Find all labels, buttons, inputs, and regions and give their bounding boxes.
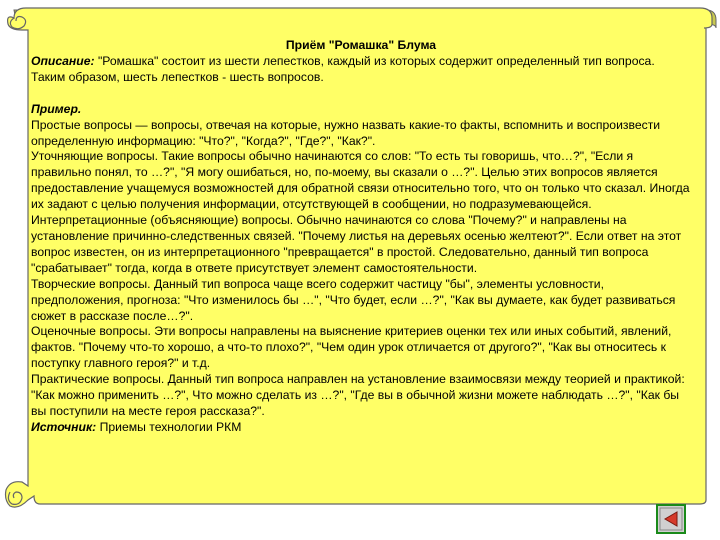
paragraph-clarifying-questions: Уточняющие вопросы. Такие вопросы обычно начинаются со слов: "То есть ты говоришь, что…?", "Если я правильно понял, то …?", "Я могу ошибаться, но, по-моему, вы сказали о …?". Целью этих вопросов является предоставление учащемуся возможностей для обратной связи относительно того, что он только что сказал. Иногда их задают с целью получения информации, отсутствующей в сообщении, но подразумевающейся.: [31, 149, 690, 212]
paragraph-simple-questions: Простые вопросы — вопросы, отвечая на которые, нужно назвать какие-то факты, вспомнить и воспроизвести определенную информацию: "Что?", "Когда?", "Где?", "Как?".: [31, 117, 661, 148]
description-label: Описание:: [31, 53, 95, 68]
description: [31, 54, 691, 86]
source: [31, 420, 691, 436]
spacer: [31, 86, 691, 102]
slide-content: [31, 38, 691, 436]
paragraph-creative-questions: Творческие вопросы. Данный тип вопроса чаще всего содержит частицу "бы", элементы условности, предположения, прогноза: "Что изменилось бы …", "Что будет, если …?", "Как вы думаете, как будет развиваться сюжет в рассказе после…?".: [31, 276, 676, 323]
source-text: Приемы технологии РКМ: [96, 419, 242, 434]
back-arrow-icon[interactable]: [656, 504, 686, 534]
paragraph-evaluative-questions: Оценочные вопросы. Эти вопросы направлены на выяснение критериев оценки тех или иных событий, явлений, фактов. "Почему что-то хорошо, а что-то плохо?", "Чем один урок отличается от другого?", "Как вы относитесь к поступку главного героя?" и т.д.: [31, 324, 672, 371]
source-label: Источник:: [31, 419, 97, 434]
example-label: Пример.: [31, 101, 82, 116]
description-text: "Ромашка" состоит из шести лепестков, каждый из которых содержит определенный тип вопроса. Таким образом, шесть лепестков - шесть вопросов.: [31, 53, 655, 84]
back-button[interactable]: [656, 504, 686, 534]
slide-title: Приём "Ромашка" Блума: [285, 38, 437, 52]
paragraph-interpretive-questions: Интерпретационные (объясняющие) вопросы. Обычно начинаются со слова "Почему?" и направлены на установление причинно-следственных связей. "Почему листья на деревьях осенью желтеют?". Если ответ на этот вопрос известен, он из интерпретационного "превращается" в простой. Следовательно, данный тип вопроса "срабатывает" тогда, когда в ответе присутствует элемент самостоятельности.: [31, 213, 682, 275]
example-heading: [31, 102, 691, 118]
paragraph-practical-questions: Практические вопросы. Данный тип вопроса направлен на установление взаимосвязи между теорией и практикой: "Как можно применить …?", Что можно сделать из …?", "Где вы в обычной жизни можете наблюдать …?", "Как бы вы поступили на месте героя рассказа?".: [31, 372, 685, 418]
